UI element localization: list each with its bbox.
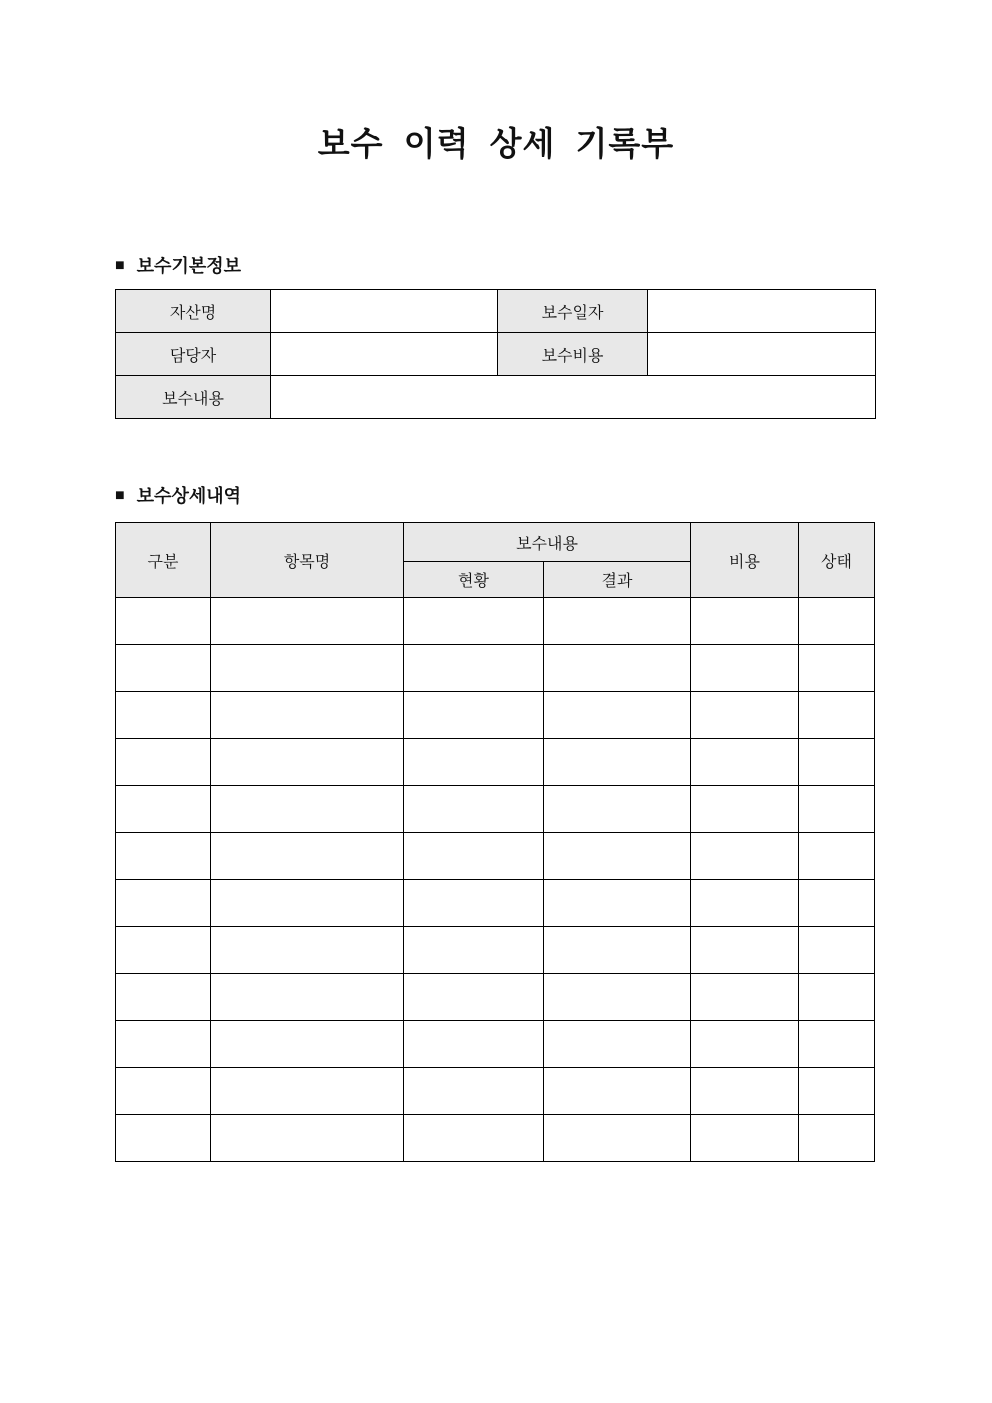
repair-detail-table bbox=[115, 522, 875, 1162]
repair-content-group-header: 보수내용 bbox=[404, 523, 691, 562]
current-state-column-header: 현황 bbox=[404, 562, 544, 598]
detail-empty-cell bbox=[211, 1115, 404, 1162]
detail-empty-cell bbox=[799, 1068, 875, 1115]
detail-header-row-1 bbox=[116, 523, 875, 562]
detail-empty-cell bbox=[404, 927, 544, 974]
detail-empty-cell bbox=[544, 1021, 691, 1068]
repair-date-label: 보수일자 bbox=[498, 290, 648, 333]
square-bullet-icon: ■ bbox=[115, 487, 125, 504]
detail-empty-row bbox=[116, 786, 875, 833]
detail-empty-cell bbox=[799, 974, 875, 1021]
detail-empty-row bbox=[116, 1115, 875, 1162]
detail-empty-cell bbox=[211, 692, 404, 739]
detail-empty-cell bbox=[691, 833, 799, 880]
cost-column-header: 비용 bbox=[691, 523, 799, 598]
detail-empty-cell bbox=[691, 692, 799, 739]
detail-empty-cell bbox=[116, 880, 211, 927]
detail-empty-row bbox=[116, 833, 875, 880]
detail-empty-cell bbox=[211, 880, 404, 927]
detail-empty-cell bbox=[116, 1068, 211, 1115]
detail-empty-cell bbox=[404, 645, 544, 692]
detail-empty-cell bbox=[404, 833, 544, 880]
detail-empty-cell bbox=[691, 645, 799, 692]
detail-empty-cell bbox=[544, 1115, 691, 1162]
detail-empty-cell bbox=[799, 739, 875, 786]
detail-empty-cell bbox=[799, 692, 875, 739]
square-bullet-icon: ■ bbox=[115, 257, 125, 274]
repair-date-value bbox=[648, 290, 876, 333]
detail-empty-cell bbox=[211, 1021, 404, 1068]
item-name-column-header: 항목명 bbox=[211, 523, 404, 598]
detail-table-body bbox=[116, 598, 875, 1162]
detail-empty-cell bbox=[404, 974, 544, 1021]
detail-empty-cell bbox=[691, 786, 799, 833]
detail-empty-cell bbox=[544, 692, 691, 739]
detail-empty-cell bbox=[544, 598, 691, 645]
detail-empty-cell bbox=[211, 598, 404, 645]
detail-empty-cell bbox=[799, 1115, 875, 1162]
detail-empty-cell bbox=[799, 927, 875, 974]
detail-empty-row bbox=[116, 598, 875, 645]
status-column-header: 상태 bbox=[799, 523, 875, 598]
detail-empty-cell bbox=[544, 645, 691, 692]
detail-empty-row bbox=[116, 974, 875, 1021]
detail-empty-cell bbox=[544, 927, 691, 974]
detail-empty-row bbox=[116, 692, 875, 739]
detail-empty-cell bbox=[404, 880, 544, 927]
detail-empty-cell bbox=[404, 692, 544, 739]
section-title-repair-detail: 보수상세내역 bbox=[136, 486, 241, 506]
detail-empty-cell bbox=[544, 1068, 691, 1115]
detail-empty-cell bbox=[211, 833, 404, 880]
detail-empty-cell bbox=[799, 833, 875, 880]
document-title: 보수 이력 상세 기록부 bbox=[317, 125, 675, 162]
detail-empty-cell bbox=[116, 1115, 211, 1162]
detail-empty-cell bbox=[404, 598, 544, 645]
detail-empty-cell bbox=[691, 1115, 799, 1162]
detail-empty-cell bbox=[404, 739, 544, 786]
detail-empty-cell bbox=[691, 598, 799, 645]
category-column-header: 구분 bbox=[116, 523, 211, 598]
detail-empty-row bbox=[116, 880, 875, 927]
detail-empty-cell bbox=[691, 739, 799, 786]
detail-empty-cell bbox=[116, 1021, 211, 1068]
repair-content-label: 보수내용 bbox=[116, 376, 271, 419]
basic-info-row-2 bbox=[116, 333, 876, 376]
detail-empty-cell bbox=[544, 739, 691, 786]
repair-content-value bbox=[271, 376, 876, 419]
detail-empty-cell bbox=[544, 880, 691, 927]
detail-empty-cell bbox=[799, 1021, 875, 1068]
manager-value bbox=[271, 333, 498, 376]
section-title-basic-info: 보수기본정보 bbox=[136, 256, 241, 276]
basic-info-row-1 bbox=[116, 290, 876, 333]
detail-empty-cell bbox=[404, 1115, 544, 1162]
detail-empty-cell bbox=[691, 880, 799, 927]
detail-empty-cell bbox=[116, 692, 211, 739]
asset-name-value bbox=[271, 290, 498, 333]
detail-empty-cell bbox=[544, 786, 691, 833]
section-heading-basic-info bbox=[115, 256, 992, 276]
detail-empty-cell bbox=[691, 927, 799, 974]
detail-empty-cell bbox=[211, 786, 404, 833]
detail-empty-row bbox=[116, 927, 875, 974]
detail-empty-row bbox=[116, 1068, 875, 1115]
detail-empty-cell bbox=[211, 739, 404, 786]
detail-empty-cell bbox=[404, 1021, 544, 1068]
result-column-header: 결과 bbox=[544, 562, 691, 598]
basic-info-row-3 bbox=[116, 376, 876, 419]
section-heading-repair-detail bbox=[115, 486, 992, 506]
detail-empty-cell bbox=[799, 786, 875, 833]
detail-empty-cell bbox=[799, 880, 875, 927]
detail-empty-cell bbox=[691, 974, 799, 1021]
detail-empty-cell bbox=[116, 833, 211, 880]
detail-empty-row bbox=[116, 1021, 875, 1068]
detail-empty-cell bbox=[211, 1068, 404, 1115]
manager-label: 담당자 bbox=[116, 333, 271, 376]
asset-name-label: 자산명 bbox=[116, 290, 271, 333]
detail-empty-cell bbox=[544, 833, 691, 880]
detail-empty-cell bbox=[404, 786, 544, 833]
repair-cost-label: 보수비용 bbox=[498, 333, 648, 376]
detail-empty-cell bbox=[116, 645, 211, 692]
detail-empty-cell bbox=[116, 739, 211, 786]
detail-empty-cell bbox=[116, 927, 211, 974]
detail-empty-row bbox=[116, 645, 875, 692]
basic-info-table bbox=[115, 289, 876, 419]
repair-cost-value bbox=[648, 333, 876, 376]
detail-empty-cell bbox=[691, 1068, 799, 1115]
detail-empty-cell bbox=[404, 1068, 544, 1115]
detail-empty-cell bbox=[799, 645, 875, 692]
detail-empty-cell bbox=[116, 598, 211, 645]
detail-empty-cell bbox=[544, 974, 691, 1021]
detail-empty-cell bbox=[211, 645, 404, 692]
detail-empty-cell bbox=[691, 1021, 799, 1068]
detail-empty-cell bbox=[116, 786, 211, 833]
detail-empty-cell bbox=[211, 974, 404, 1021]
detail-empty-cell bbox=[211, 927, 404, 974]
detail-empty-row bbox=[116, 739, 875, 786]
detail-empty-cell bbox=[116, 974, 211, 1021]
detail-empty-cell bbox=[799, 598, 875, 645]
